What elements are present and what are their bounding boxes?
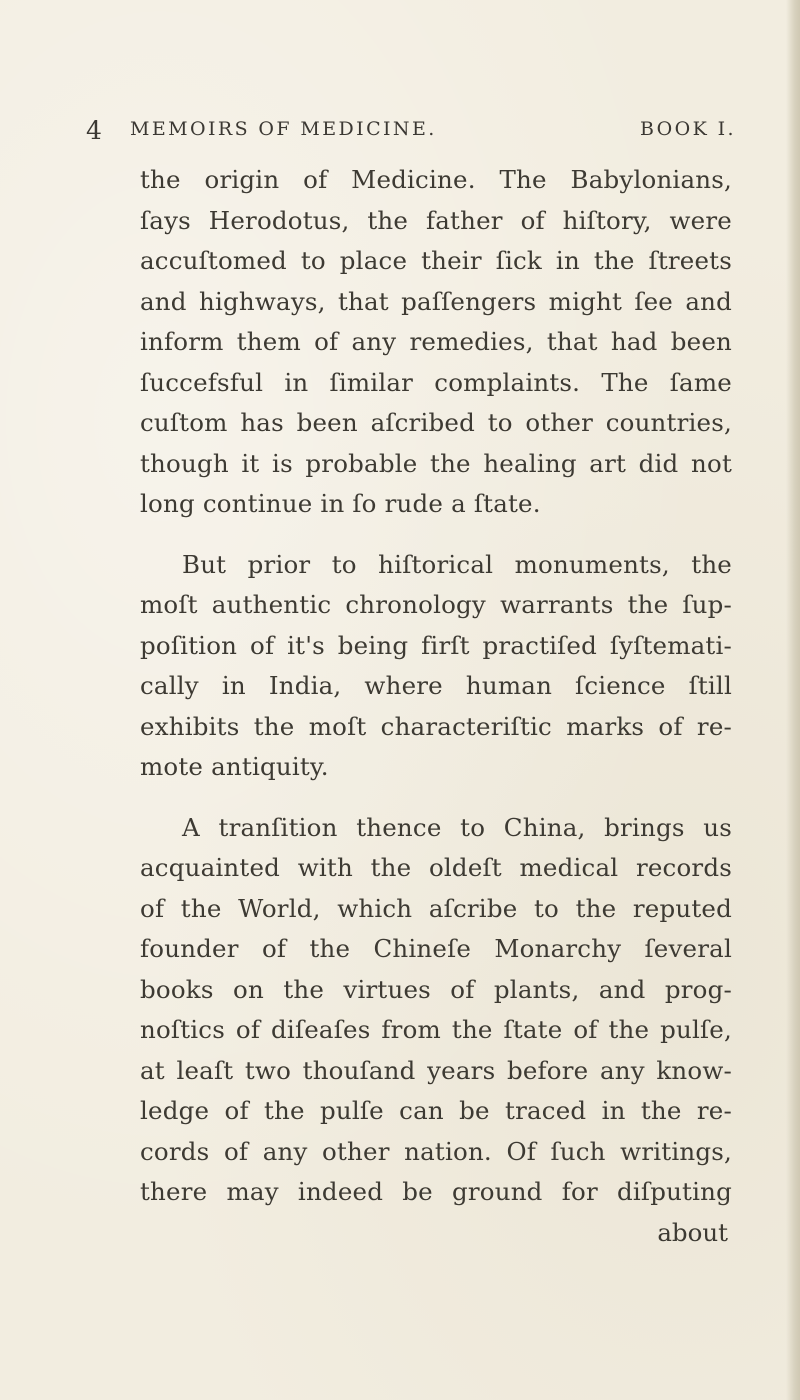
paragraph-gap bbox=[140, 788, 732, 808]
text-line: noſtics of diſeaſes from the ſtate of the pulſe, bbox=[140, 1015, 732, 1044]
text-line: exhibits the moſt characteriſtic marks of re- bbox=[140, 711, 732, 741]
text-line: cuſtom has been aſcribed to other countries, bbox=[140, 408, 732, 437]
text-line: ſuccefsful in ſimilar complaints. The ſame bbox=[140, 367, 732, 397]
paragraph-3 bbox=[140, 808, 732, 1213]
text-line: and highways, that paſſengers might ſee and bbox=[140, 286, 732, 316]
catchword: about bbox=[657, 1217, 728, 1247]
text-line: long continue in ſo rude a ſtate. bbox=[140, 489, 541, 518]
text-line: though it is probable the healing art did not bbox=[140, 448, 732, 478]
text-line: cords of any other nation. Of ſuch writings, bbox=[140, 1136, 732, 1166]
text-line: moſt authentic chronology warrants the ſup- bbox=[140, 590, 732, 619]
text-line: books on the virtues of plants, and prog- bbox=[140, 974, 732, 1004]
body-text bbox=[140, 160, 732, 1253]
text-line: mote antiquity. bbox=[140, 752, 329, 781]
text-line: ſays Herodotus, the father of hiſtory, were bbox=[140, 205, 732, 235]
text-line: cally in India, where human ſcience ſtill bbox=[140, 671, 732, 700]
text-line: founder of the Chineſe Monarchy ſeveral bbox=[140, 934, 732, 963]
running-title: MEMOIRS OF MEDICINE. bbox=[130, 118, 437, 140]
page-header bbox=[86, 118, 736, 148]
text-line: there may indeed be ground for diſputing bbox=[140, 1177, 732, 1206]
text-line: at leaſt two thouſand years before any know- bbox=[140, 1055, 732, 1085]
book-label: BOOK I. bbox=[639, 118, 736, 140]
text-line: But prior to hiſtorical monuments, the bbox=[182, 549, 732, 579]
page-edge-shadow bbox=[786, 0, 800, 1400]
text-line: inform them of any remedies, that had been bbox=[140, 327, 732, 356]
text-line: the origin of Medicine. The Babylonians, bbox=[140, 165, 732, 194]
page-number: 4 bbox=[86, 116, 102, 145]
paragraph-1 bbox=[140, 160, 732, 525]
paragraph-gap bbox=[140, 525, 732, 545]
text-line: of the World, which aſcribe to the reputed bbox=[140, 893, 732, 923]
text-line: accuſtomed to place their ſick in the ſtreets bbox=[140, 246, 732, 275]
text-line: poſition of it's being firſt practiſed ſyſtemati- bbox=[140, 630, 732, 660]
paragraph-2 bbox=[140, 545, 732, 788]
text-line: A tranſition thence to China, brings us bbox=[182, 812, 732, 842]
text-line: ledge of the pulſe can be traced in the re- bbox=[140, 1096, 732, 1125]
text-line: acquainted with the oldeſt medical records bbox=[140, 853, 732, 882]
